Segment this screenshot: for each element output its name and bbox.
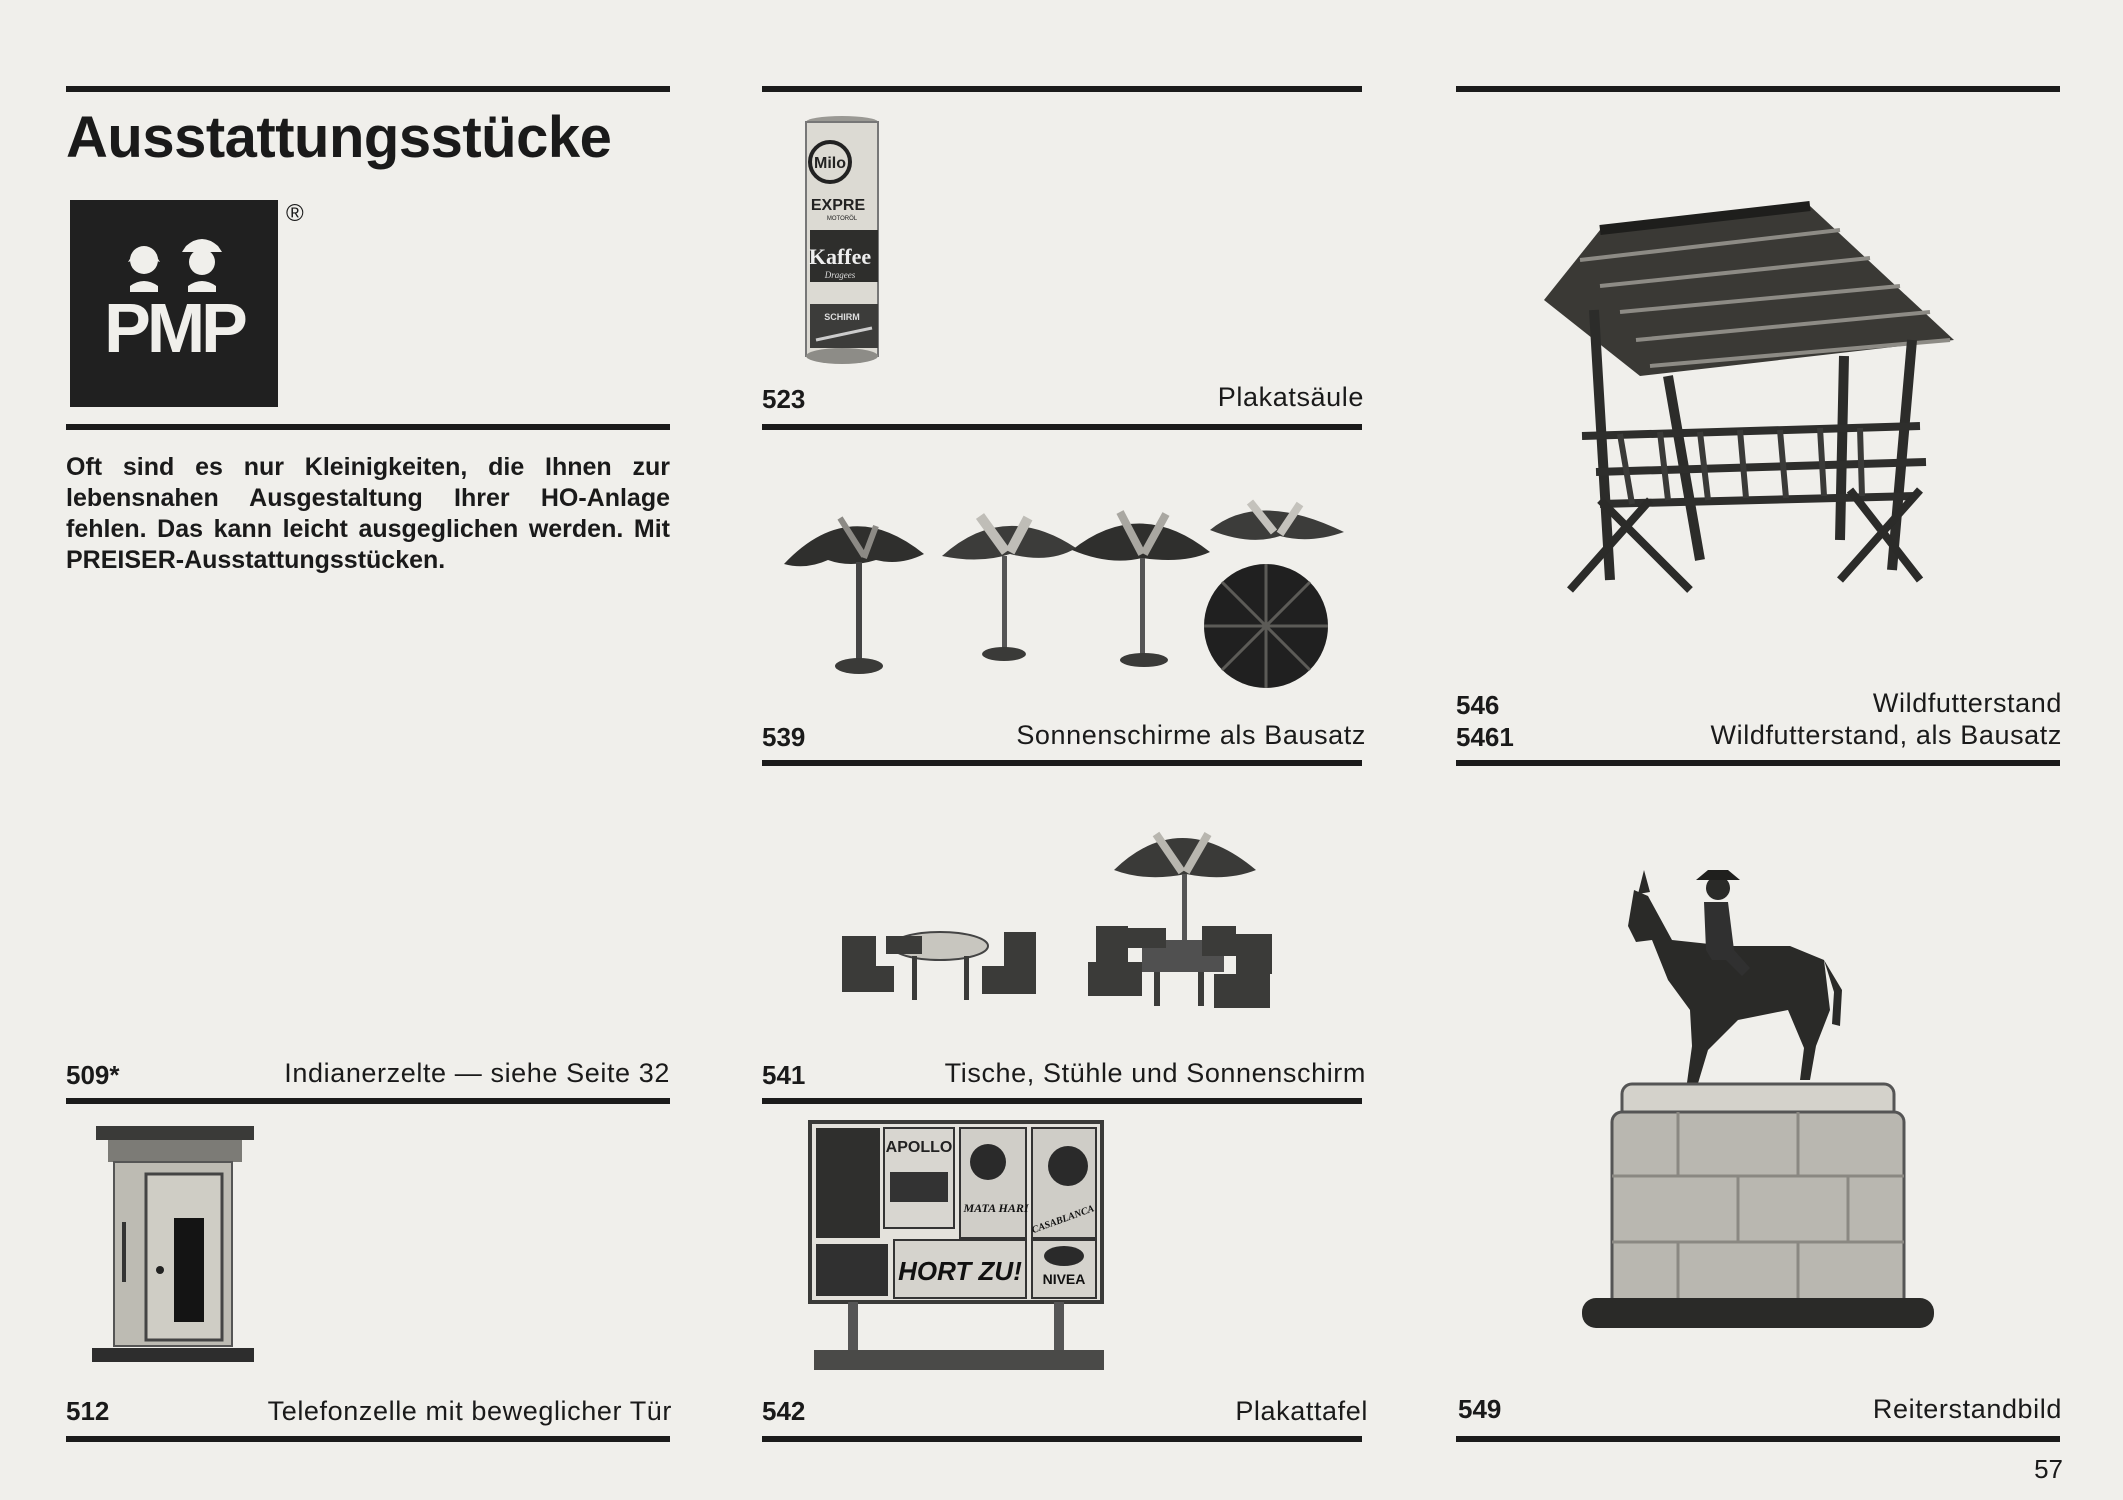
top-rule-left: [66, 86, 670, 92]
svg-text:MOTORÖL: MOTORÖL: [826, 216, 858, 222]
product-523-label: Plakatsäule: [1217, 382, 1364, 412]
svg-text:Dragees: Dragees: [824, 270, 856, 280]
product-5461-label: Wildfutterstand, als Bausatz: [1710, 720, 2062, 750]
page-number: 57: [2034, 1454, 2063, 1484]
product-541-number: 541: [762, 1060, 806, 1090]
rule-542: [762, 1436, 1362, 1442]
product-512-label: Telefonzelle mit beweglicher Tür: [267, 1396, 672, 1426]
rule-512: [66, 1436, 670, 1442]
product-549-number: 549: [1458, 1394, 1502, 1424]
product-542-number: 542: [762, 1396, 806, 1426]
logo-text: PMP: [104, 289, 244, 367]
advertising-column-image: [802, 114, 882, 370]
rule-523: [762, 424, 1362, 430]
tables-chairs-parasol-image: [836, 816, 1296, 1046]
product-523-number: 523: [762, 384, 806, 414]
svg-text:MATA HARI: MATA HARI: [963, 1201, 1029, 1215]
product-549-label: Reiterstandbild: [1872, 1394, 2062, 1424]
rule-left-under-logo: [66, 424, 670, 430]
product-539-number: 539: [762, 722, 806, 752]
product-541-label: Tische, Stühle und Sonnenschirm: [944, 1058, 1366, 1088]
product-509-label: Indianerzelte — siehe Seite 32: [284, 1058, 670, 1088]
intro-text: Oft sind es nur Kleinigkeiten, die Ihnen zur lebensnahen Ausgestaltung Ihrer HO-Anlage fehlen. Das kann leicht ausgeglichen werden. Mit PREISER-Ausstattungsstücken.: [66, 453, 670, 574]
wildlife-feeder-image: [1540, 200, 1960, 590]
rule-539: [762, 760, 1362, 766]
top-rule-right: [1456, 86, 2060, 92]
page-title: Ausstattungsstücke: [66, 105, 612, 170]
svg-text:Kaffee: Kaffee: [808, 244, 872, 269]
telephone-booth-image: [92, 1122, 262, 1372]
equestrian-statue-image: [1578, 850, 1938, 1330]
product-512-number: 512: [66, 1396, 110, 1426]
product-5461-number: 5461: [1456, 722, 1514, 752]
rule-549: [1456, 1436, 2060, 1442]
svg-text:NIVEA: NIVEA: [1042, 1271, 1086, 1287]
parasols-image: [780, 498, 1340, 698]
top-rule-middle: [762, 86, 1362, 92]
svg-text:APOLLO: APOLLO: [885, 1139, 953, 1156]
rule-546: [1456, 760, 2060, 766]
product-542-label: Plakattafel: [1235, 1396, 1368, 1426]
rule-541: [762, 1098, 1362, 1104]
pmp-logo: [70, 200, 278, 407]
svg-text:SCHIRM: SCHIRM: [824, 312, 860, 322]
registered-mark: ®: [286, 200, 304, 227]
svg-text:HORT ZU!: HORT ZU!: [898, 1256, 1022, 1286]
product-509-number: 509*: [66, 1060, 120, 1090]
svg-text:Milo: Milo: [814, 155, 846, 172]
product-546-label: Wildfutterstand: [1872, 688, 2062, 718]
svg-text:EXPRE: EXPRE: [810, 197, 866, 214]
product-539-label: Sonnenschirme als Bausatz: [1016, 720, 1366, 750]
svg-text:CASABLANCA: CASABLANCA: [1030, 1203, 1096, 1237]
billboard-image: [810, 1122, 1106, 1378]
rule-509: [66, 1098, 670, 1104]
product-546-number: 546: [1456, 690, 1500, 720]
